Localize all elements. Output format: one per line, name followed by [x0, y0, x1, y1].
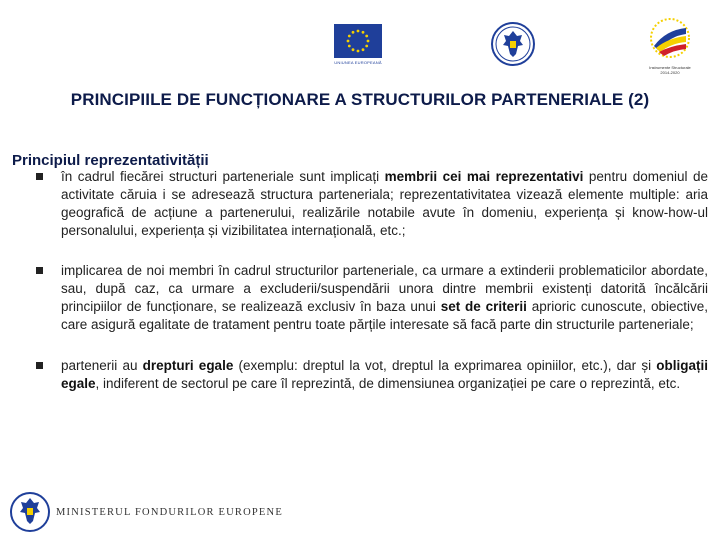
- square-bullet-icon: [36, 173, 43, 180]
- bullet-text: aprioric cunoscute, obiective, care asigură egalitate de tratament pentru toate părțile interesate să facă parte din structurile parteneriale;: [61, 299, 709, 332]
- bullet-emphasis: drepturi egale: [142, 358, 234, 373]
- bullet-text: , indiferent de sectorul pe care îl reprezintă, de dimensiunea organizației pe care o reprezintă, etc.: [95, 376, 681, 391]
- eu-logo-caption: UNIUNEA EUROPEANĂ: [334, 60, 382, 65]
- ie-logo-caption-line-2: 2014-2020: [660, 70, 680, 75]
- slide-subtitle: Principiul reprezentativității: [12, 152, 209, 169]
- bullet-text: (exemplu: dreptul la vot, dreptul la exprimarea opiniilor, etc.), dar și: [233, 358, 657, 373]
- bullet-emphasis: set de criterii: [440, 299, 527, 314]
- bullet-text: în cadrul fiecărei structuri parteneriale sunt implicați: [61, 169, 385, 184]
- bullet-emphasis: membrii cei mai reprezentativi: [384, 169, 584, 184]
- bullet-item: [36, 357, 708, 393]
- square-bullet-icon: [36, 362, 43, 369]
- structural-instruments-logo: [646, 16, 694, 80]
- romanian-government-crest-icon: [491, 22, 535, 66]
- bullet-text: partenerii au: [61, 358, 143, 373]
- square-bullet-icon: [36, 267, 43, 274]
- ie-logo-caption: [646, 65, 694, 75]
- bullet-list: [36, 168, 708, 393]
- ie-logo-caption-line-1: Instrumente Structurale: [649, 65, 691, 70]
- bullet-item: [36, 168, 708, 240]
- bullet-text: pentru domeniul de activitate căruia i se adresează structura parteneriala; reprezentativitatea vizează elemente multiple: aria geografică de acțiune a partenerului, realizările notabile avute în domeniu, experiența și know-how-ul personalului, experiența și vizibilitatea internațională, etc.;: [61, 169, 708, 238]
- slide-title: PRINCIPIILE DE FUNCȚIONARE A STRUCTURILOR PARTENERIALE (2): [70, 90, 650, 109]
- eu-logo: [334, 24, 382, 70]
- bullet-item: [36, 262, 708, 334]
- ministry-crest-icon: [10, 490, 50, 534]
- structural-instruments-logo-icon: [646, 16, 694, 60]
- header-logos: [0, 14, 720, 80]
- bullet-text: implicarea de noi membri în cadrul structurilor parteneriale, ca urmare a extinderii problematicilor abordate, sau, după caz, ca urmare a excluderii/suspendării unora dintre membrii existenți datorită încălcării principiilor de funcționare, se realizează exclusiv în baza unui: [61, 263, 708, 314]
- eu-flag-icon: [334, 24, 382, 58]
- bullet-emphasis: obligații egale: [61, 358, 708, 391]
- footer: [10, 490, 310, 536]
- ministry-name: MINISTERUL FONDURILOR EUROPENE: [56, 507, 283, 518]
